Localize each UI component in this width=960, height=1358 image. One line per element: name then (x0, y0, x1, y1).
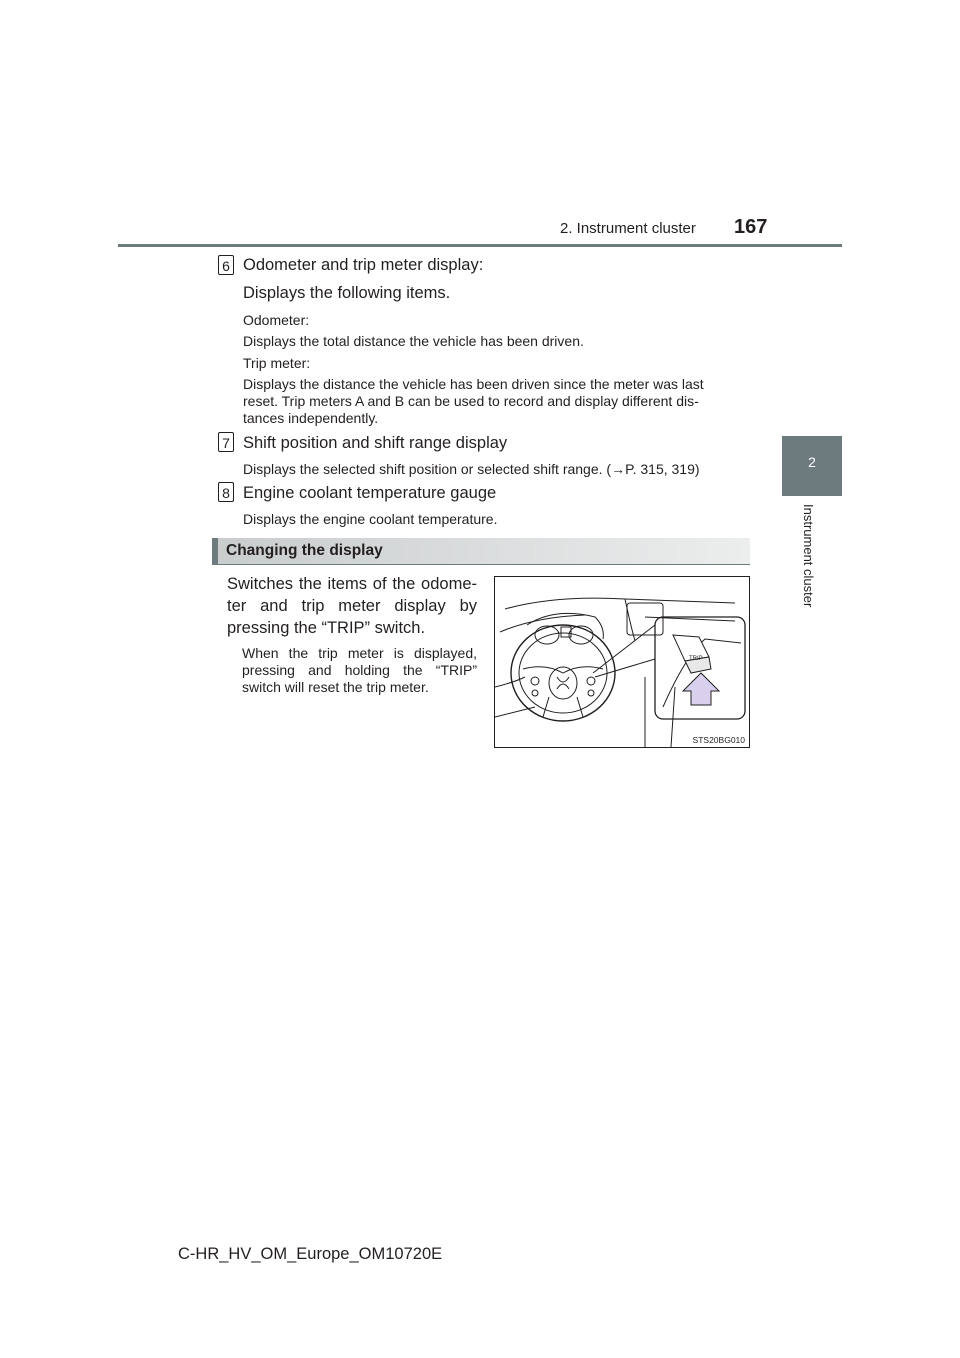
body-line: tances independently. (243, 410, 379, 426)
note-line: pressing and holding the “TRIP” (242, 662, 477, 678)
item-title: Engine coolant temperature gauge (243, 484, 497, 502)
section-heading-bar (212, 538, 750, 565)
chapter-tab (782, 436, 842, 496)
item-title: Shift position and shift range display (243, 434, 508, 452)
document-id: C-HR_HV_OM_Europe_OM10720E (178, 1245, 443, 1263)
body-line: Displays the total distance the vehicle has been driven. (243, 333, 584, 349)
body-line: Displays the engine coolant temperature. (243, 511, 498, 527)
body-line: Odometer: (243, 312, 310, 328)
body-line: Displays the selected shift position or selected shift range. (→P. 315, 319) (243, 461, 700, 477)
item-number-badge: 6 (218, 255, 234, 275)
body-line: Displays the distance the vehicle has been driven since the meter was last (243, 376, 704, 392)
section-heading: Changing the display (226, 542, 383, 559)
item-number-badge: 7 (218, 432, 234, 452)
section-heading-marker (212, 538, 218, 564)
steering-wheel-trip-switch-drawing (495, 577, 749, 747)
press-arrow-icon (683, 673, 719, 705)
paragraph-line: Switches the items of the odome- (227, 575, 477, 593)
figure-code: STS20BG010 (692, 735, 745, 745)
paragraph-line: ter and trip meter display by (227, 597, 477, 615)
header-divider (118, 244, 842, 247)
note-line: switch will reset the trip meter. (242, 679, 429, 695)
chapter-label: Instrument cluster (801, 504, 816, 608)
item-subtitle: Displays the following items. (243, 284, 451, 302)
note-line: When the trip meter is displayed, (242, 645, 477, 661)
item-number-badge: 8 (218, 482, 234, 502)
item-title: Odometer and trip meter display: (243, 256, 484, 274)
section-title: 2. Instrument cluster (560, 220, 696, 237)
chapter-number: 2 (808, 454, 816, 470)
paragraph-line: pressing the “TRIP” switch. (227, 619, 426, 637)
body-line: reset. Trip meters A and B can be used to record and display different dis- (243, 393, 699, 409)
body-line: Trip meter: (243, 355, 311, 371)
trip-button-label: TRIP (689, 656, 703, 662)
page-number: 167 (734, 216, 768, 238)
dashboard-illustration (494, 576, 750, 748)
